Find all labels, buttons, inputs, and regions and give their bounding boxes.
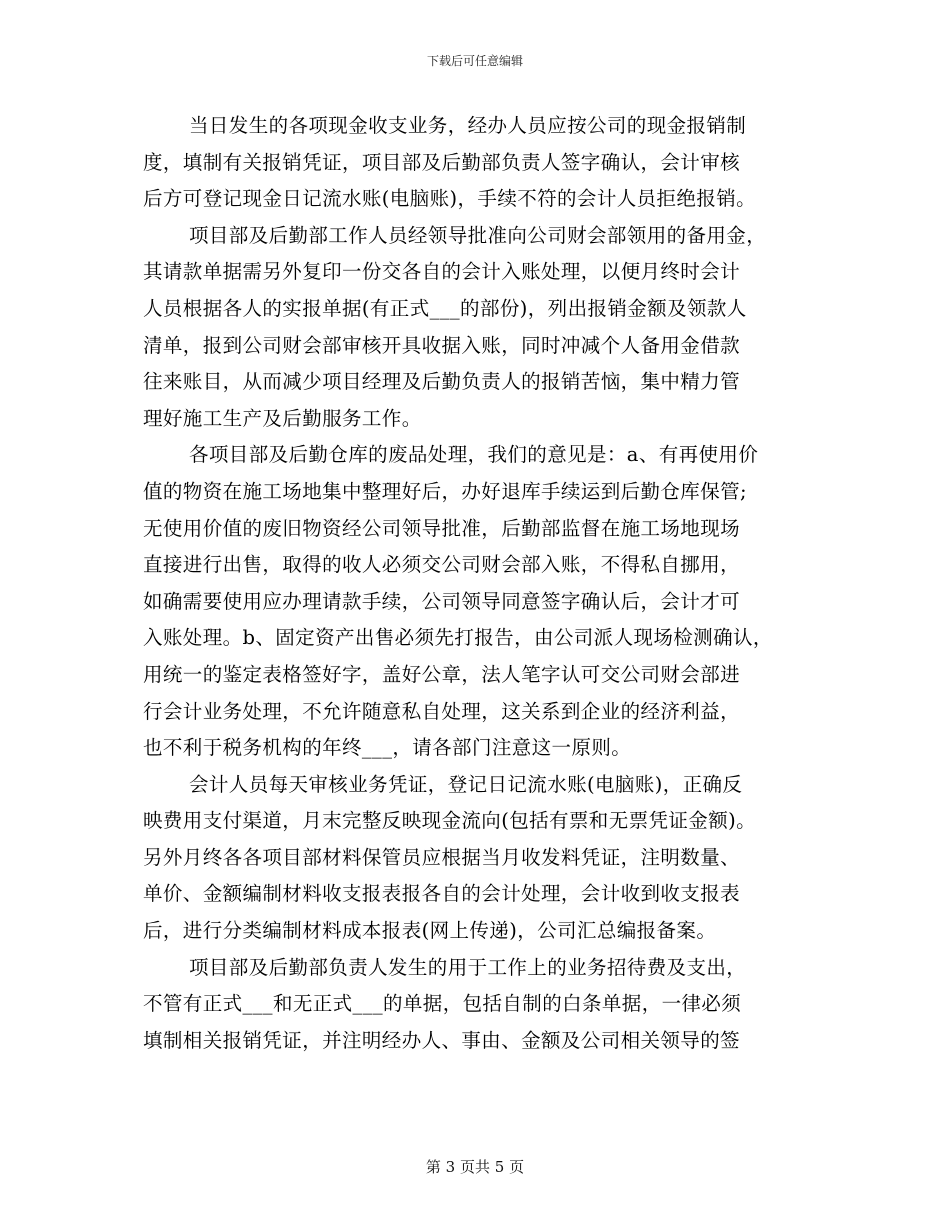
text-line: 另外月终各各项目部材料保管员应根据当月收发料凭证，注明数量、	[143, 845, 741, 869]
text-line: 值的物资在施工场地集中整理好后，办好退库手续运到后勤仓库保管;	[143, 479, 747, 503]
text-line: 无使用价值的废旧物资经公司领导批准，后勤部监督在施工场地现场	[143, 516, 741, 540]
text-line: 其请款单据需另外复印一份交各自的会计入账处理，以便月终时会计	[143, 260, 741, 284]
text-line: 也不利于税务机构的年终___，请各部门注意这一原则。	[143, 736, 632, 760]
text-line: 直接进行出售，取得的收人必须交公司财会部入账，不得私自挪用，	[143, 553, 741, 577]
document-body	[143, 108, 813, 1059]
text-line: 映费用支付渠道，月末完整反映现金流向(包括有票和无票凭证金额)。	[143, 809, 757, 833]
text-line: 用统一的鉴定表格签好字，盖好公章，法人笔字认可交公司财会部进	[143, 662, 741, 686]
paragraph	[143, 767, 813, 950]
paragraph	[143, 108, 813, 218]
page-header: 下载后可任意编辑	[426, 54, 523, 68]
text-line: 清单，报到公司财会部审核开具收据入账，同时冲减个人备用金借款	[143, 333, 741, 357]
text-line: 如确需要使用应办理请款手续，公司领导同意签字确认后，会计才可	[143, 589, 741, 613]
text-line: 往来账目，从而减少项目经理及后勤负责人的报销苦恼，集中精力管	[143, 370, 741, 394]
text-line: 项目部及后勤部工作人员经领导批准向公司财会部领用的备用金，	[189, 223, 767, 247]
text-line: 后方可登记现金日记流水账(电脑账)，手续不符的会计人员拒绝报销。	[143, 187, 757, 211]
text-line: 项目部及后勤部负责人发生的用于工作上的业务招待费及支出，	[189, 955, 747, 979]
text-line: 会计人员每天审核业务凭证，登记日记流水账(电脑账)，正确反	[189, 772, 743, 796]
text-line: 入账处理。b、固定资产出售必须先打报告，由公司派人现场检测确认，	[143, 626, 773, 650]
text-line: 各项目部及后勤仓库的废品处理，我们的意见是：a、有再使用价	[189, 443, 759, 467]
paragraph	[143, 437, 813, 766]
text-line: 行会计业务处理，不允许随意私自处理，这关系到企业的经济利益，	[143, 699, 741, 723]
text-line: 后，进行分类编制材料成本报表(网上传递)，公司汇总编报备案。	[143, 919, 717, 943]
text-line: 人员根据各人的实报单据(有正式___的部份)，列出报销金额及领款人	[143, 296, 747, 320]
paragraph	[143, 950, 813, 1060]
text-line: 填制相关报销凭证，并注明经办人、事由、金额及公司相关领导的签	[143, 1028, 741, 1052]
text-line: 不管有正式___和无正式___的单据，包括自制的白条单据，一律必须	[143, 992, 742, 1016]
paragraph	[143, 218, 813, 438]
text-line: 度，填制有关报销凭证，项目部及后勤部负责人签字确认，会计审核	[143, 150, 741, 174]
page-footer: 第 3 页共 5 页	[425, 1158, 525, 1176]
text-line: 单价、金额编制材料收支报表报各自的会计处理，会计收到收支报表	[143, 882, 741, 906]
text-line: 理好施工生产及后勤服务工作。	[143, 406, 422, 430]
text-line: 当日发生的各项现金收支业务，经办人员应按公司的现金报销制	[189, 114, 747, 137]
